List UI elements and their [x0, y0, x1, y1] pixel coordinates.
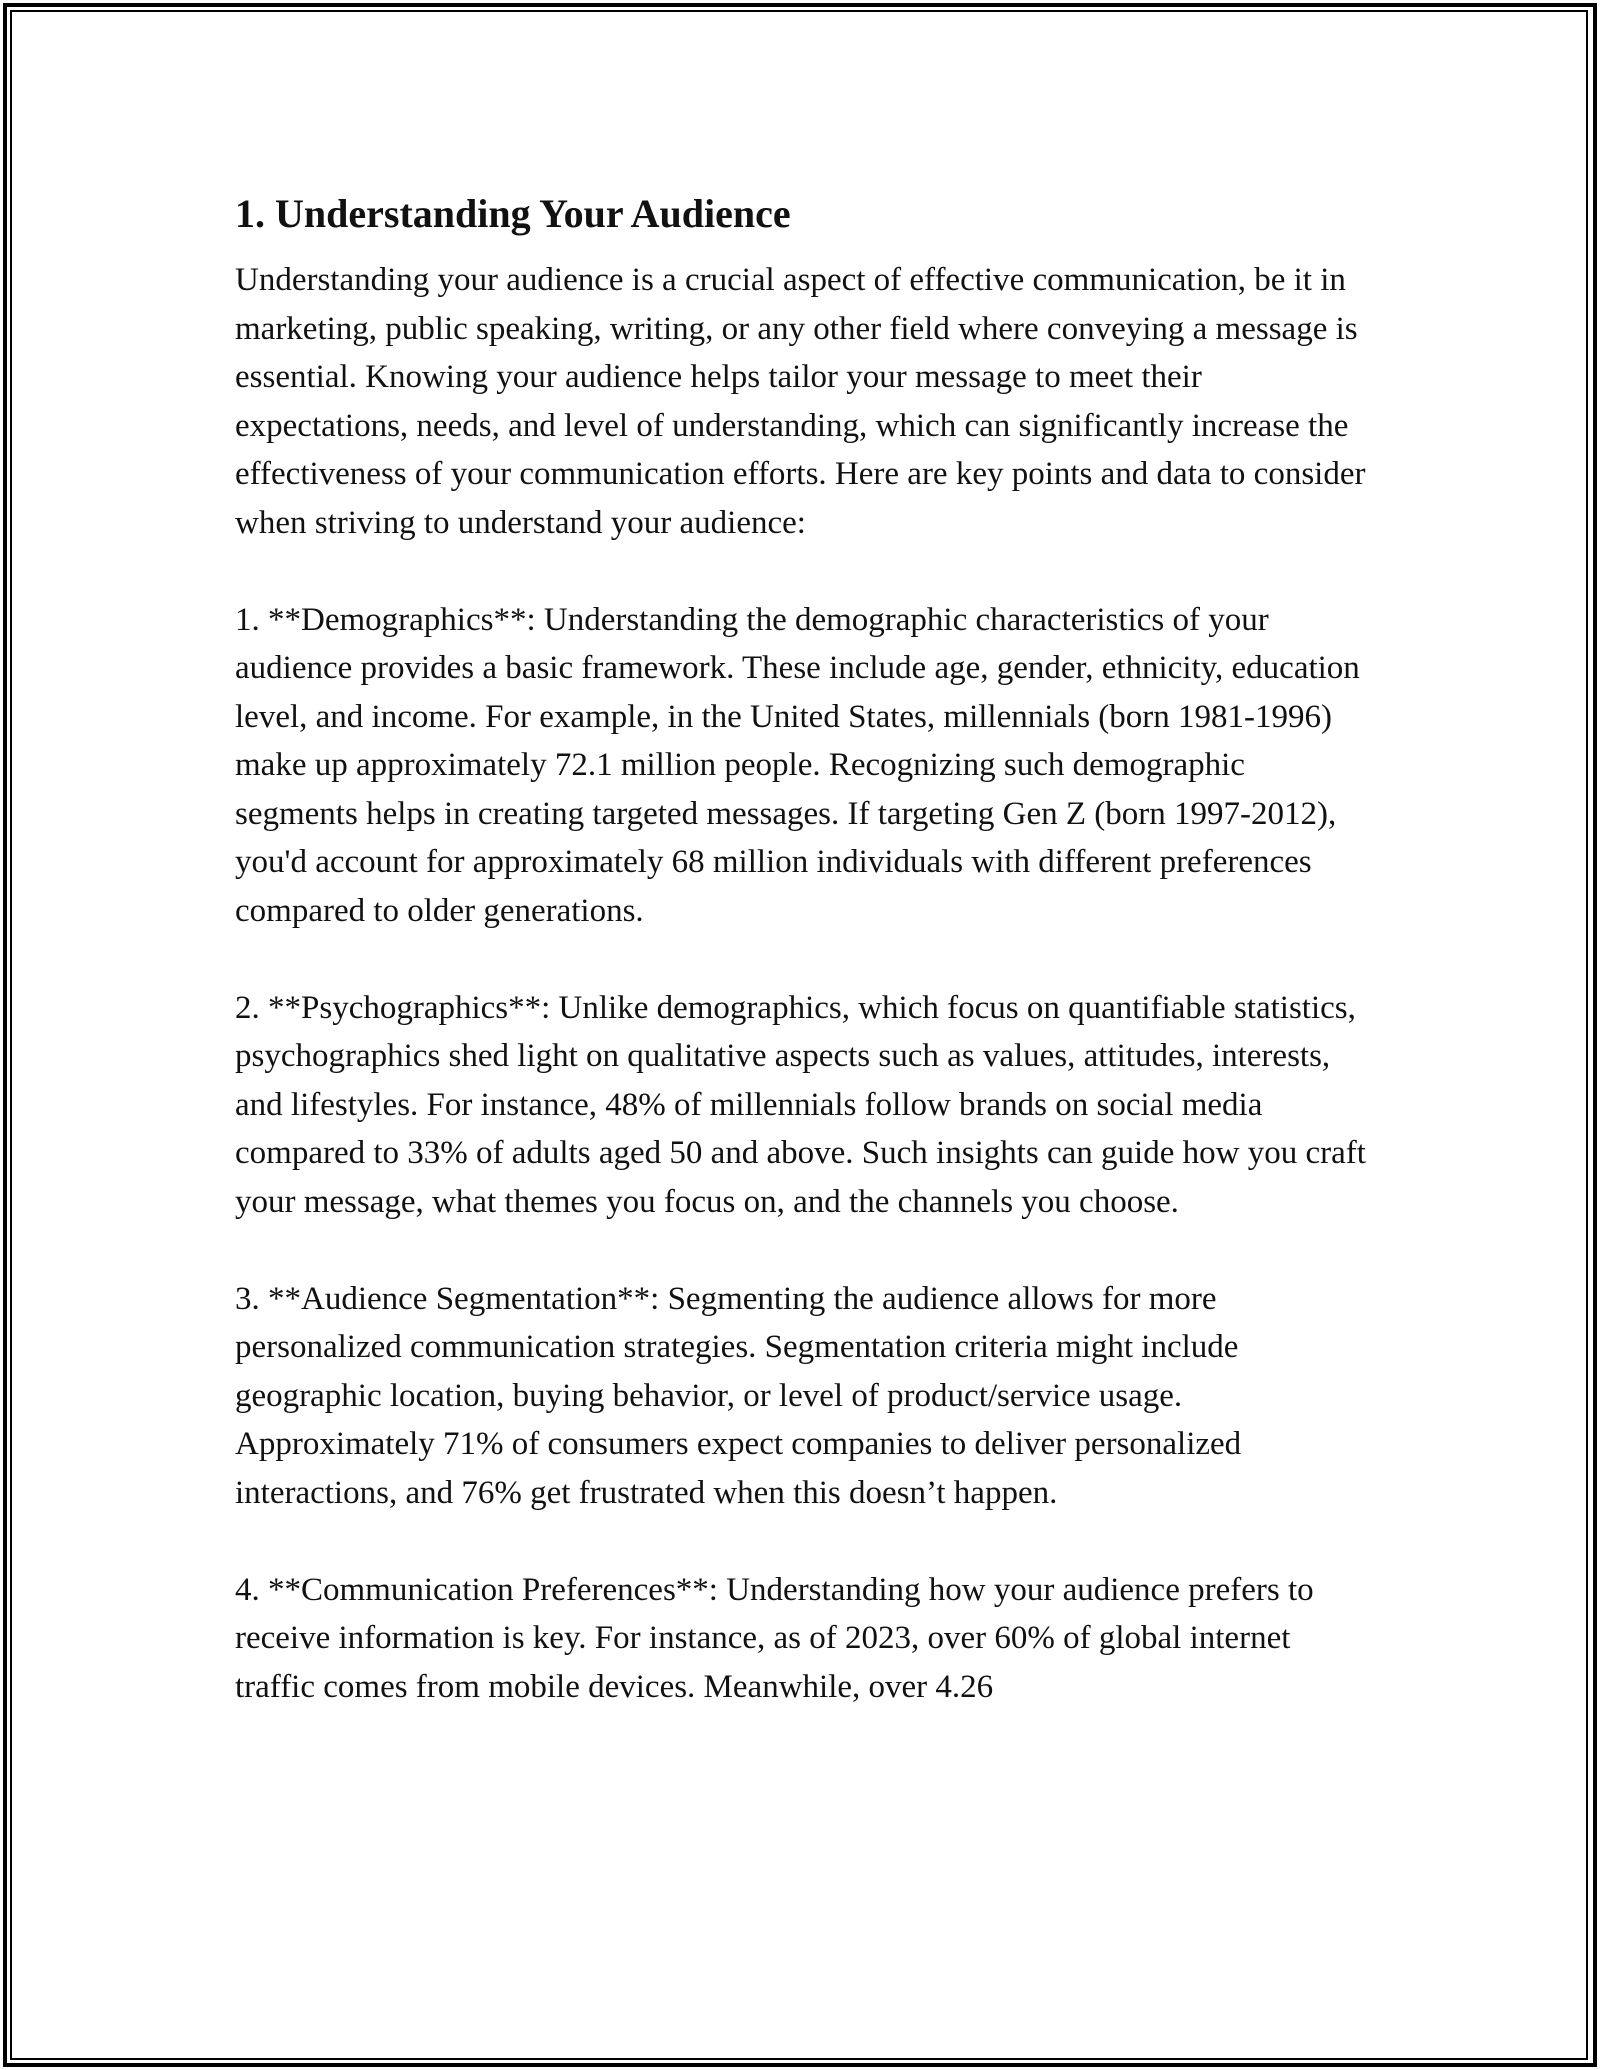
- section-heading: 1. Understanding Your Audience: [235, 191, 791, 236]
- demographics-paragraph: 1. **Demographics**: Understanding the demographic characteristics of your audience provides a basic framework. These include age, gender, ethnicity, education level, and income. For example, in the United States, millennials (born 1981-1996) make up approximately 72.1 million people. Recognizing such demographic segments helps in creating targeted messages. If targeting Gen Z (born 1997-2012), you'd account for approximately 68 million individuals with different preferences compared to older generations.: [235, 601, 1360, 929]
- intro-paragraph: Understanding your audience is a crucial aspect of effective communication, be it in marketing, public speaking, writing, or any other field where conveying a message is essential. Knowing your audience helps tailor your message to meet their expectations, needs, and level of understanding, which can significantly increase the effectiveness of your communication efforts. Here are key points and data to consider when striving to understand your audience:: [235, 262, 1366, 541]
- segmentation-paragraph: 3. **Audience Segmentation**: Segmenting the audience allows for more personalized communication strategies. Segmentation criteria might include geographic location, buying behavior, or level of product/service usage. Approximately 71% of consumers expect companies to deliver personalized interactions, and 76% get frustrated when this doesn’t happen.: [235, 1280, 1242, 1511]
- document-body: [235, 186, 1375, 1760]
- psychographics-paragraph: 2. **Psychographics**: Unlike demographics, which focus on quantifiable statistics, psychographics shed light on qualitative aspects such as values, attitudes, interests, and lifestyles. For instance, 48% of millennials follow brands on social media compared to 33% of adults aged 50 and above. Such insights can guide how you craft your message, what themes you focus on, and the channels you choose.: [235, 989, 1366, 1220]
- communication-preferences-paragraph: 4. **Communication Preferences**: Understanding how your audience prefers to receive information is key. For instance, as of 2023, over 60% of global internet traffic comes from mobile devices. Meanwhile, over 4.26: [235, 1571, 1314, 1705]
